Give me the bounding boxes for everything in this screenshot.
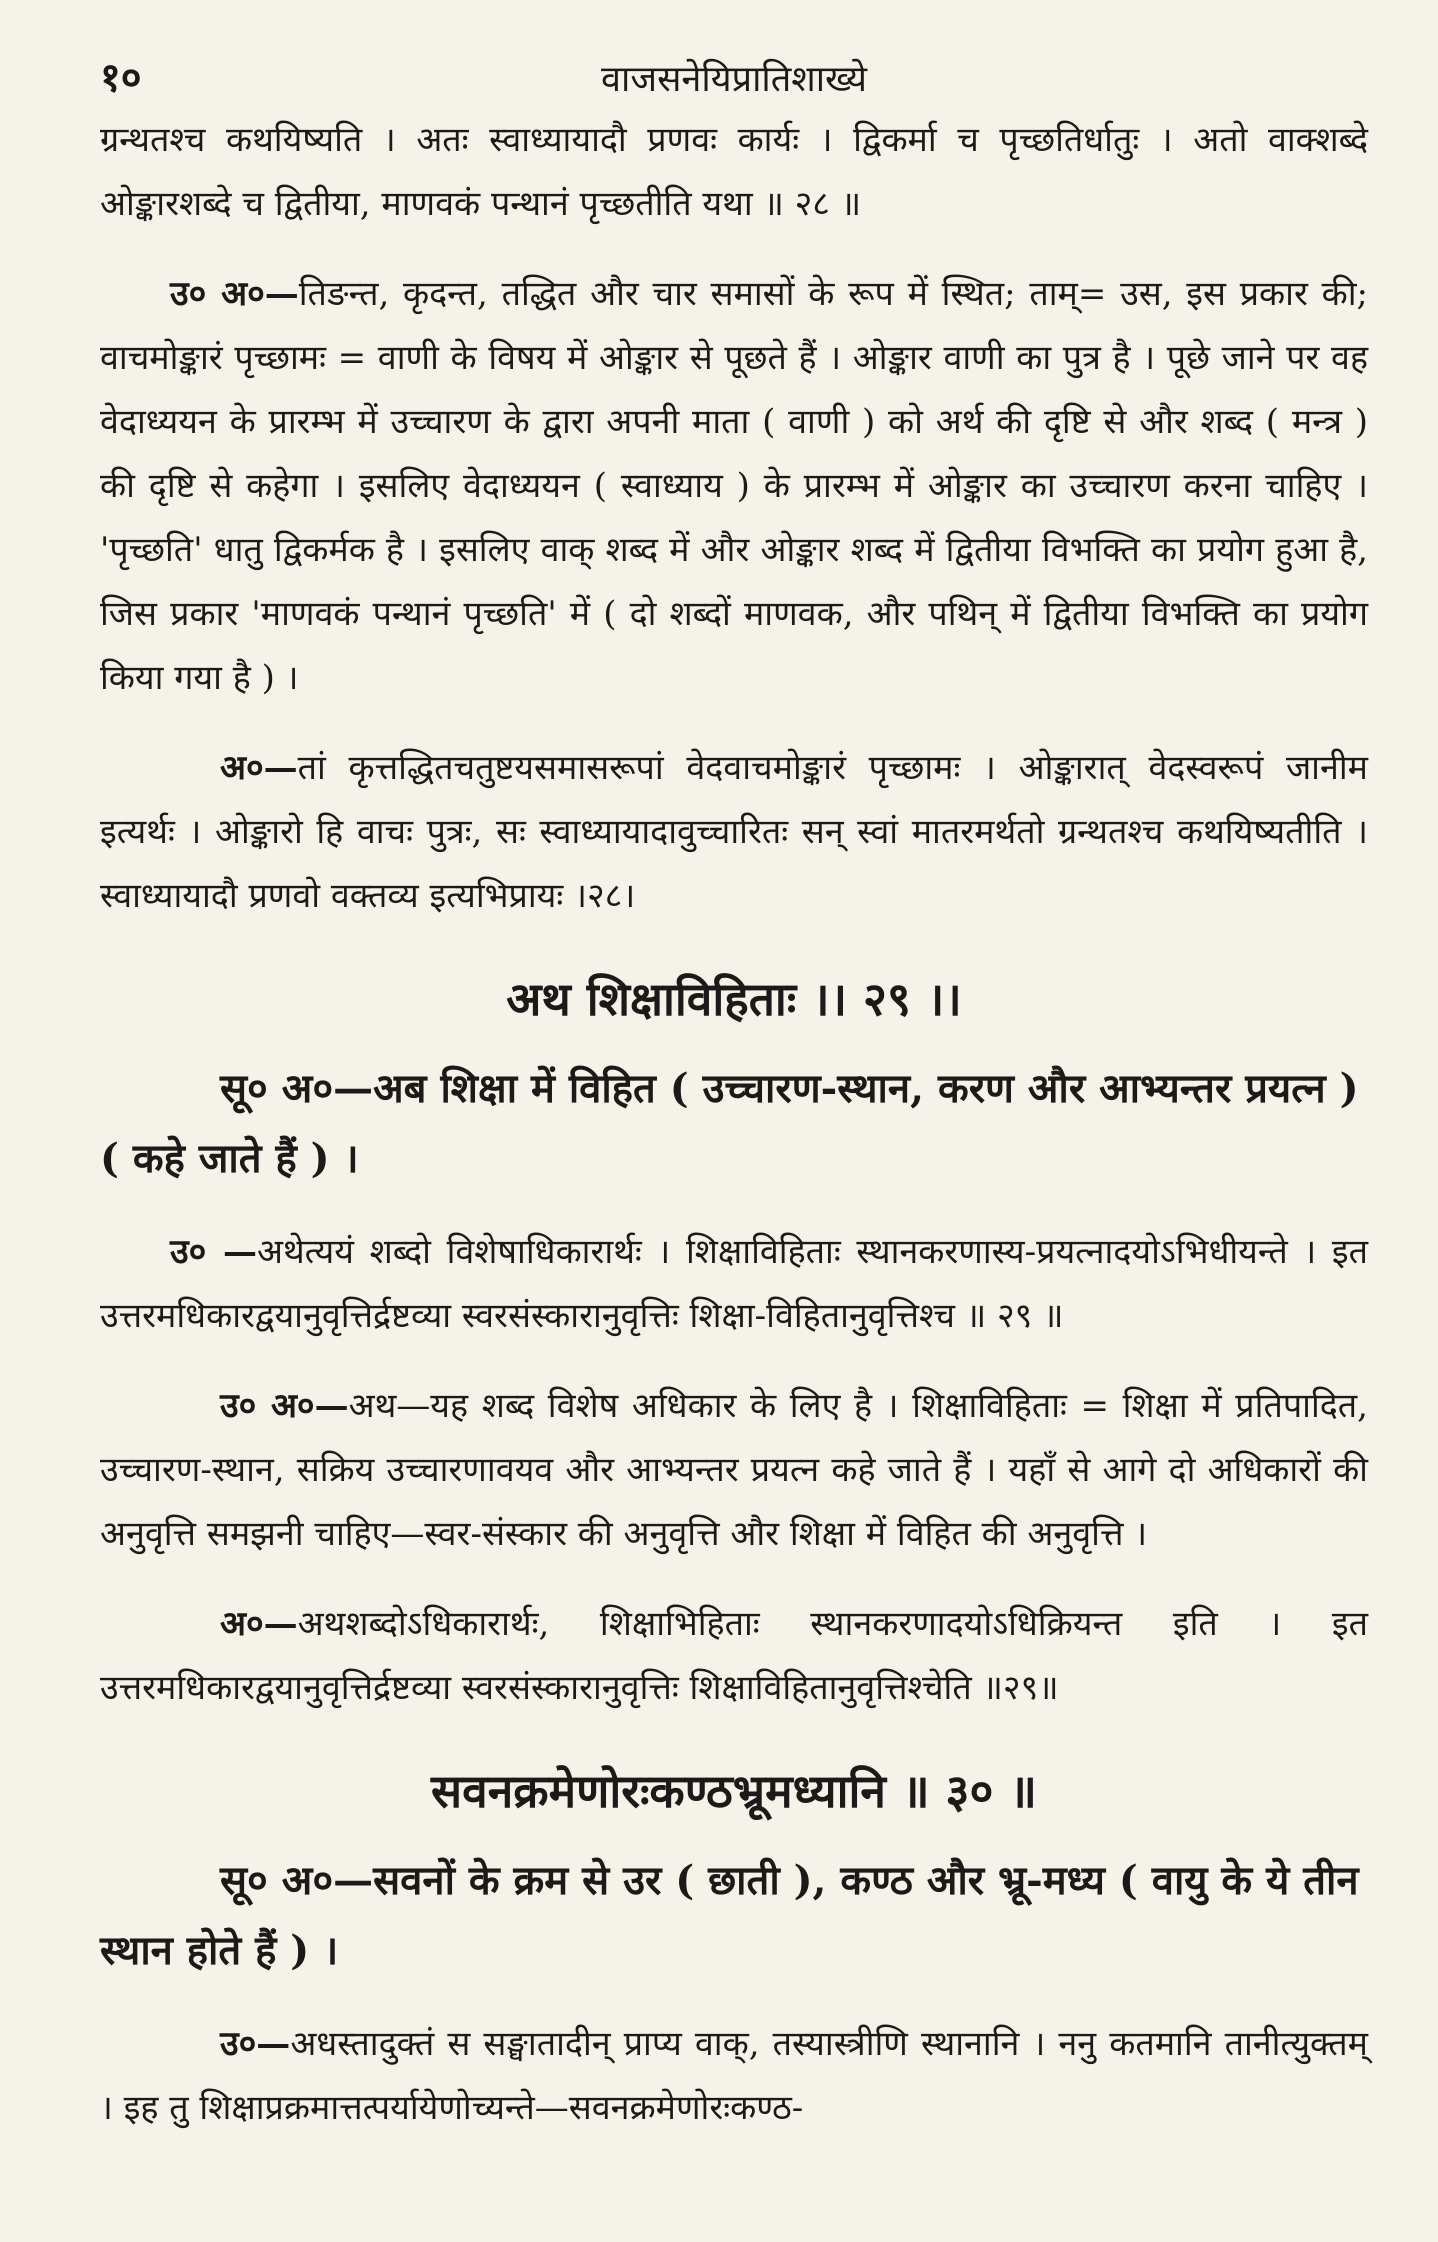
- hindi-commentary-29: [100, 1374, 1368, 1566]
- text: अथशब्दोऽधिकारार्थः, शिक्षाभिहिताः स्थानकरणादयोऽधिक्रियन्त इति । इत उत्तरमधिकारद्वयानुवृत्तिर्द्रष्टव्या स्वरसंस्कारानुवृत्तिः शिक्षाविहितानुवृत्तिश्चेति ॥२९॥: [100, 1604, 1368, 1708]
- running-head: वाजसनेयिप्रातिशाख्ये: [601, 59, 867, 100]
- uvata-commentary-29: [100, 1220, 1368, 1348]
- sutra-29-meaning: सू० अ०—अब शिक्षा में विहित ( उच्चारण-स्थान, करण और आभ्यन्तर प्रयत्न ) ( कहे जाते हैं ) ।: [100, 1065, 1359, 1182]
- anuvada-29: [100, 1592, 1368, 1720]
- label: उ० अ०—: [170, 274, 299, 314]
- label: अ०—: [220, 748, 298, 788]
- label: अ०—: [220, 1604, 298, 1644]
- label: उ० —: [170, 1232, 257, 1272]
- hindi-commentary-28: [100, 262, 1368, 710]
- text: अथ—यह शब्द विशेष अधिकार के लिए है । शिक्षाविहिताः = शिक्षा में प्रतिपादित, उच्चारण-स्थान, सक्रिय उच्चारणावयव और आभ्यन्तर प्रयत्न कहे जाते हैं । यहाँ से आगे दो अधिकारों की अनुवृत्ति समझनी चाहिए—स्वर-संस्कार की अनुवृत्ति और शिक्षा में विहित की अनुवृत्ति ।: [100, 1386, 1368, 1554]
- sutra-30-meaning: सू० अ०—सवनों के क्रम से उर ( छाती ), कण्ठ और भ्रू-मध्य ( वायु के ये तीन स्थान होते हैं ) ।: [100, 1857, 1359, 1974]
- text: तिङन्त, कृदन्त, तद्धित और चार समासों के रूप में स्थित; ताम्= उस, इस प्रकार की; वाचमोङ्कारं पृच्छामः = वाणी के विषय में ओङ्कार से पूछते हैं । ओङ्कार वाणी का पुत्र है । पूछे जाने पर वह वेदाध्ययन के प्रारम्भ में उच्चारण के द्वारा अपनी माता ( वाणी ) को अर्थ की दृष्टि से और शब्द ( मन्त्र ) की दृष्टि से कहेगा । इसलिए वेदाध्ययन ( स्वाध्याय ) के प्रारम्भ में ओङ्कार का उच्चारण करना चाहिए । 'पृच्छति' धातु द्विकर्मक है । इसलिए वाक् शब्द में और ओङ्कार शब्द में द्वितीया विभक्ति का प्रयोग हुआ है, जिस प्रकार 'माणवकं पन्थानं पृच्छति' में ( दो शब्दों माणवक, और पथिन् में द्वितीया विभक्ति का प्रयोग किया गया है ) ।: [100, 274, 1368, 698]
- uvata-commentary-30: [100, 2012, 1368, 2140]
- commentary-sanskrit-28: ग्रन्थतश्च कथयिष्यति । अतः स्वाध्यायादौ प्रणवः कार्यः । द्विकर्मा च पृच्छतिर्धातुः । अतो वाक्शब्दे ओङ्कारशब्दे च द्वितीया, माणवकं पन्थानं पृच्छतीति यथा ॥ २८ ॥: [100, 120, 1368, 224]
- sutra-29-heading: अथ शिक्षाविहिताः ।। २९ ।।: [506, 972, 962, 1026]
- text: तां कृत्तद्धितचतुष्टयसमासरूपां वेदवाचमोङ्कारं पृच्छामः । ओङ्कारात् वेदस्वरूपं जानीम इत्यर्थः । ओङ्कारो हि वाचः पुत्रः, सः स्वाध्यायादावुच्चारितः सन् स्वां मातरमर्थतो ग्रन्थतश्च कथयिष्यतीति । स्वाध्यायादौ प्रणवो वक्तव्य इत्यभिप्रायः ।२८।: [100, 748, 1368, 916]
- sutra-30-heading: सवनक्रमेणोरःकण्ठभ्रूमध्यानि ॥ ३० ॥: [431, 1764, 1037, 1818]
- label: उ० अ०—: [220, 1386, 349, 1426]
- label: उ०—: [220, 2024, 291, 2064]
- anuvada-28: [100, 736, 1368, 928]
- page-header: [100, 48, 1368, 108]
- text: अथेत्ययं शब्दो विशेषाधिकारार्थः । शिक्षाविहिताः स्थानकरणास्य-प्रयत्नादयोऽभिधीयन्ते । इत उत्तरमधिकारद्वयानुवृत्तिर्द्रष्टव्या स्वरसंस्कारानुवृत्तिः शिक्षा-विहितानुवृत्तिश्च ॥ २९ ॥: [100, 1232, 1368, 1336]
- page-number: १०: [100, 54, 142, 101]
- text: अधस्तादुक्तं स सङ्घातादीन् प्राप्य वाक्, तस्यास्त्रीणि स्थानानि । ननु कतमानि तानीत्युक्तम् । इह तु शिक्षाप्रक्रमात्तत्पर्यायेणोच्यन्ते—सवनक्रमेणोरःकण्ठ-: [100, 2024, 1368, 2128]
